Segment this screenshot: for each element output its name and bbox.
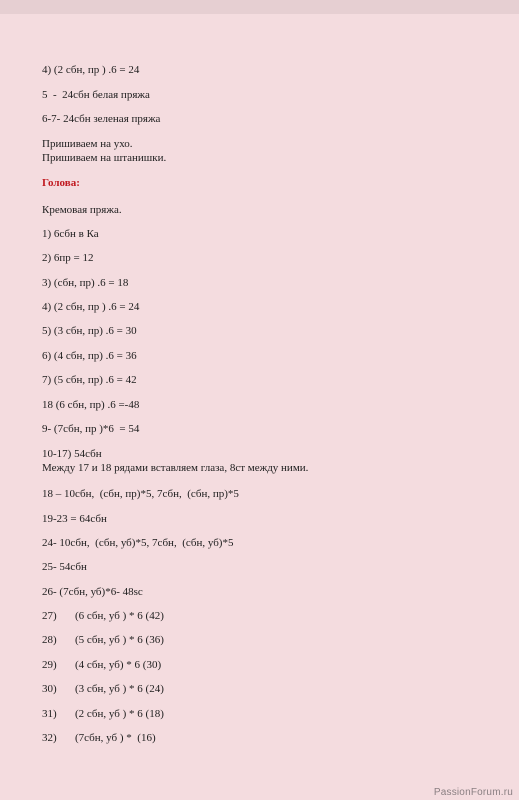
- section-heading: Голова:: [42, 177, 80, 189]
- row-number: 32): [42, 732, 57, 744]
- text-line: 6-7- 24сбн зеленая пряжа: [42, 113, 161, 125]
- text-line: Пришиваем на ухо.: [42, 138, 133, 150]
- text-line: 7) (5 сбн, пр) .6 = 42: [42, 374, 137, 386]
- row-text: (5 сбн, уб ) * 6 (36): [75, 634, 164, 646]
- top-band: [0, 0, 519, 14]
- row-text: (2 сбн, уб ) * 6 (18): [75, 708, 164, 720]
- text-line: Между 17 и 18 рядами вставляем глаза, 8ст между ними.: [42, 462, 309, 474]
- text-line: Пришиваем на штанишки.: [42, 152, 167, 164]
- row-text: (7сбн, уб ) * (16): [75, 732, 156, 744]
- text-line: 26- (7сбн, уб)*6- 48sc: [42, 586, 143, 598]
- text-line: 5 - 24сбн белая пряжа: [42, 89, 150, 101]
- text-line: 4) (2 сбн, пр ) .6 = 24: [42, 64, 140, 76]
- text-line: 5) (3 сбн, пр) .6 = 30: [42, 325, 137, 337]
- row-text: (3 сбн, уб ) * 6 (24): [75, 683, 164, 695]
- row-number: 31): [42, 708, 57, 720]
- row-number: 29): [42, 659, 57, 671]
- text-line: 18 (6 сбн, пр) .6 =-48: [42, 399, 140, 411]
- text-line: 2) 6пр = 12: [42, 252, 94, 264]
- text-line: 18 – 10сбн, (сбн, пр)*5, 7сбн, (сбн, пр)*5: [42, 488, 239, 500]
- text-line: Кремовая пряжа.: [42, 204, 122, 216]
- text-line: 10-17) 54сбн: [42, 448, 102, 460]
- text-line: 1) 6сбн в Ка: [42, 228, 99, 240]
- text-line: 25- 54сбн: [42, 561, 87, 573]
- row-number: 30): [42, 683, 57, 695]
- text-line: 24- 10сбн, (сбн, уб)*5, 7сбн, (сбн, уб)*5: [42, 537, 234, 549]
- document-page: [0, 14, 519, 800]
- text-line: 19-23 = 64сбн: [42, 513, 107, 525]
- watermark: PassionForum.ru: [433, 787, 513, 798]
- row-text: (4 сбн, уб) * 6 (30): [75, 659, 162, 671]
- row-number: 27): [42, 610, 57, 622]
- row-number: 28): [42, 634, 57, 646]
- text-line: 3) (сбн, пр) .6 = 18: [42, 277, 129, 289]
- text-line: 4) (2 сбн, пр ) .6 = 24: [42, 301, 140, 313]
- row-text: (6 сбн, уб ) * 6 (42): [75, 610, 164, 622]
- text-line: 6) (4 сбн, пр) .6 = 36: [42, 350, 137, 362]
- text-line: 9- (7сбн, пр )*6 = 54: [42, 423, 140, 435]
